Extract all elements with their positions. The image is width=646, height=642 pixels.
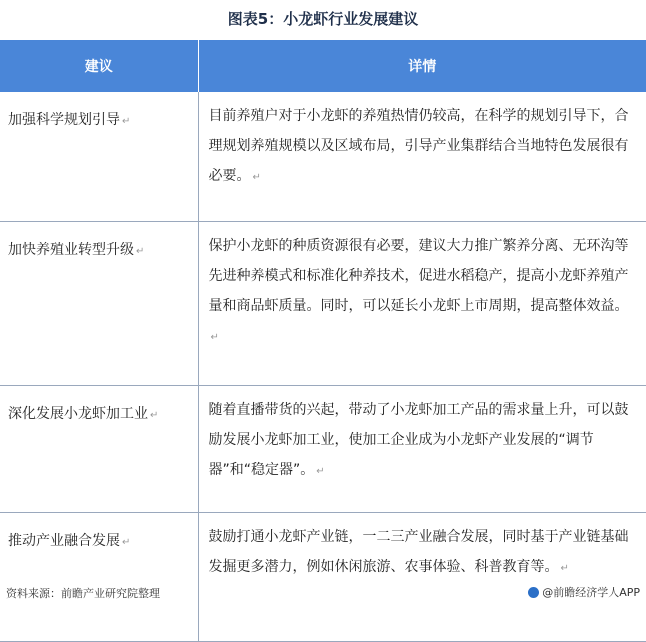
detail-cell: [198, 386, 646, 513]
paragraph-mark-icon: ↵: [136, 246, 145, 257]
table-row: [0, 513, 646, 642]
paragraph-mark-icon: ↵: [122, 537, 131, 548]
suggestion-cell: [0, 92, 198, 222]
detail-cell: [198, 92, 646, 222]
table-row: [0, 92, 646, 222]
figure-title: 图表5：小龙虾行业发展建议: [227, 10, 419, 28]
table-header-row: [0, 40, 646, 92]
table-row: [0, 222, 646, 386]
paragraph-mark-icon: ↵: [210, 332, 219, 343]
detail-text: 随着直播带货的兴起，带动了小龙虾加工产品的需求量上升，可以鼓励发展小龙虾加工业，使加工企业成为小龙虾产业发展的“调节器”和“稳定器”。: [208, 402, 629, 478]
detail-text: 目前养殖户对于小龙虾的养殖热情仍较高，在科学的规划引导下，合理规划养殖规模以及区域布局，引导产业集群结合当地特色发展很有必要。: [208, 108, 629, 184]
header-suggestion: 建议: [0, 40, 198, 92]
suggestion-cell: [0, 513, 198, 642]
brand-logo-icon: [528, 587, 539, 598]
paragraph-mark-icon: ↵: [122, 116, 131, 127]
detail-cell: [198, 513, 646, 642]
paragraph-mark-icon: ↵: [252, 172, 261, 183]
paragraph-mark-icon: ↵: [560, 563, 569, 574]
suggestion-text: 推动产业融合发展: [8, 533, 120, 549]
suggestion-table: [0, 40, 646, 642]
brand-text: @前瞻经济学人APP: [542, 586, 640, 599]
header-detail: 详情: [198, 40, 646, 92]
paragraph-mark-icon: ↵: [316, 466, 325, 477]
table-row: [0, 386, 646, 513]
brand-credit: [528, 584, 640, 600]
detail-cell: [198, 222, 646, 386]
source-note: 资料来源：前瞻产业研究院整理: [6, 587, 160, 600]
detail-text: 鼓励打通小龙虾产业链，一二三产业融合发展，同时基于产业链基础发掘更多潜力，例如休闲旅游、农事体验、科普教育等。: [208, 529, 629, 575]
suggestion-text: 深化发展小龙虾加工业: [8, 406, 148, 422]
suggestion-text: 加强科学规划引导: [8, 112, 120, 128]
suggestion-text: 加快养殖业转型升级: [8, 242, 134, 258]
suggestion-cell: [0, 386, 198, 513]
paragraph-mark-icon: ↵: [150, 410, 159, 421]
detail-text: 保护小龙虾的种质资源很有必要，建议大力推广繁养分离、无环沟等先进种养模式和标准化种养技术，促进水稻稳产，提高小龙虾养殖产量和商品虾质量。同时，可以延长小龙虾上市周期，提高整体效益。: [208, 238, 629, 314]
suggestion-cell: [0, 222, 198, 386]
